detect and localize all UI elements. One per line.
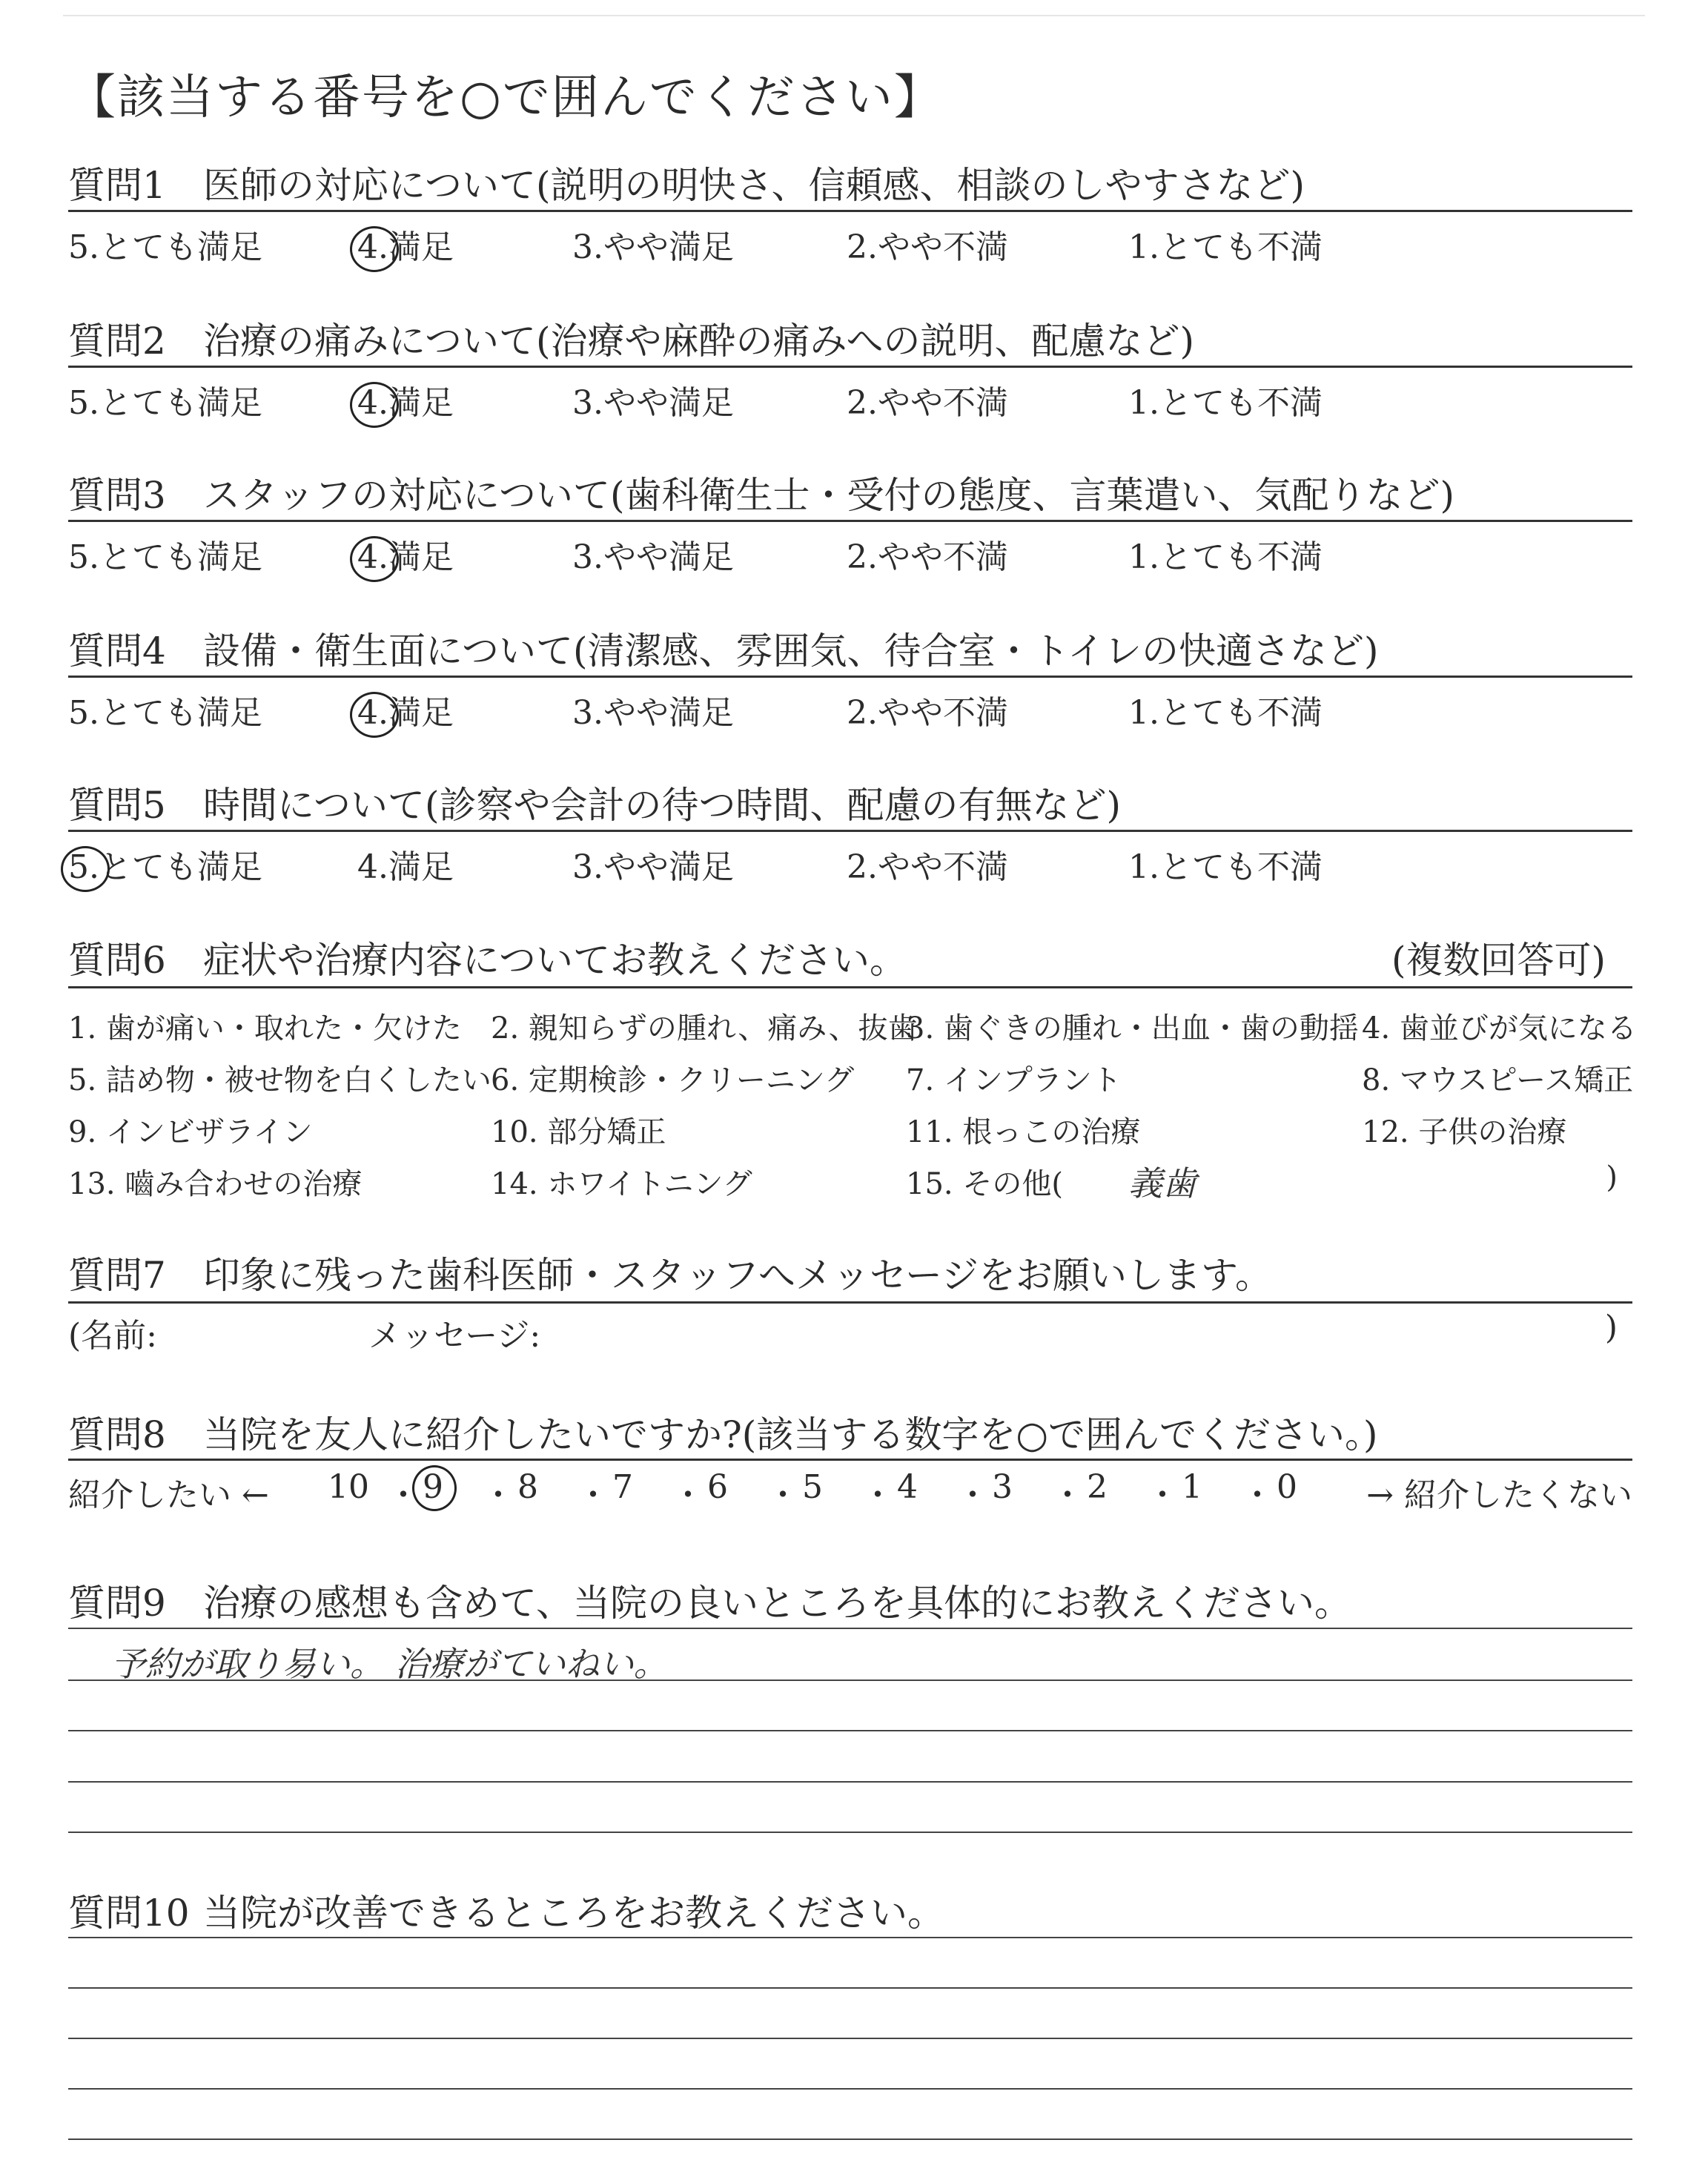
q9-line bbox=[68, 1730, 1632, 1731]
question-number: 質問7 bbox=[68, 1254, 166, 1297]
selected-rating-number: 4. bbox=[357, 228, 388, 266]
question-4-options bbox=[68, 686, 1632, 730]
question-7-title bbox=[68, 1246, 1632, 1299]
question-4-rule bbox=[68, 676, 1632, 678]
question-text: 症状や治療内容についてお教えください。 bbox=[203, 939, 907, 982]
question-text: 設備・衛生面について(清潔感、雰囲気、待合室・トイレの快適さなど) bbox=[203, 630, 1379, 673]
scale-separator: ・ bbox=[482, 1476, 514, 1514]
page-instruction: 【該当する番号を○で囲んでください】 bbox=[68, 70, 943, 125]
rating-label: やや満足 bbox=[603, 848, 734, 886]
question-number: 質問5 bbox=[68, 784, 166, 827]
q10-line bbox=[68, 1987, 1632, 1989]
rating-number: 3. bbox=[572, 228, 603, 266]
rating-number: 2. bbox=[847, 848, 878, 886]
q9-line bbox=[68, 1680, 1632, 1681]
q10-line bbox=[68, 2038, 1632, 2039]
question-number: 質問6 bbox=[68, 939, 166, 982]
question-number: 質問4 bbox=[68, 630, 166, 673]
q6-option[interactable]: 1. 歯が痛い・取れた・欠けた bbox=[68, 1011, 462, 1046]
rating-number: 5. bbox=[68, 538, 99, 576]
rating-option[interactable] bbox=[1128, 530, 1323, 578]
selected-rating-number: 4. bbox=[357, 694, 388, 732]
rating-number: 3. bbox=[572, 848, 603, 886]
question-text: 当院を友人に紹介したいですか?(該当する数字を○で囲んでください。) bbox=[203, 1413, 1378, 1456]
rating-number: 5. bbox=[68, 384, 99, 422]
close-paren: ) bbox=[1604, 1309, 1618, 1347]
rating-label: とても満足 bbox=[99, 694, 262, 732]
q9-line bbox=[68, 1832, 1632, 1833]
question-2-rule bbox=[68, 366, 1632, 368]
question-number: 質問9 bbox=[68, 1582, 166, 1625]
rating-option[interactable] bbox=[847, 840, 1008, 888]
question-3-options bbox=[68, 530, 1632, 575]
q6-option[interactable]: 7. インプラント bbox=[906, 1063, 1122, 1097]
q6-option[interactable]: 11. 根っこの治療 bbox=[906, 1115, 1141, 1149]
rating-label: やや満足 bbox=[603, 694, 734, 732]
rating-option[interactable] bbox=[847, 530, 1008, 578]
scale-separator: ・ bbox=[387, 1476, 420, 1514]
rating-label: とても不満 bbox=[1159, 228, 1323, 266]
q9-line bbox=[68, 1628, 1632, 1629]
rating-option[interactable] bbox=[68, 686, 262, 733]
rating-label: とても満足 bbox=[99, 848, 262, 886]
q10-line bbox=[68, 1937, 1632, 1938]
rating-number: 2. bbox=[847, 538, 878, 576]
selected-rating-number: 5. bbox=[68, 848, 99, 886]
rating-label: やや満足 bbox=[603, 228, 734, 266]
question-8-title bbox=[68, 1405, 1632, 1459]
rating-number: 2. bbox=[847, 694, 878, 732]
q6-option[interactable]: 12. 子供の治療 bbox=[1362, 1115, 1567, 1149]
scale-separator: ・ bbox=[1241, 1476, 1274, 1514]
rating-option[interactable] bbox=[1128, 220, 1323, 268]
rating-label: やや不満 bbox=[877, 694, 1008, 732]
rating-option[interactable] bbox=[357, 686, 454, 733]
question-text: 印象に残った歯科医師・スタッフへメッセージをお願いします。 bbox=[203, 1254, 1272, 1297]
rating-label: やや不満 bbox=[877, 384, 1008, 422]
rating-label: とても満足 bbox=[99, 384, 262, 422]
scale-separator: ・ bbox=[1146, 1476, 1179, 1514]
rating-label: 満足 bbox=[388, 694, 454, 732]
name-label: (名前: bbox=[68, 1317, 157, 1355]
rating-label: 満足 bbox=[388, 538, 454, 576]
q6-option[interactable]: 8. マウスピース矯正 bbox=[1362, 1063, 1634, 1097]
rating-label: 満足 bbox=[388, 848, 454, 886]
scale-separator: ・ bbox=[861, 1476, 894, 1514]
question-9-title bbox=[68, 1573, 1632, 1627]
recommend-right-label: → 紹介したくない bbox=[1366, 1476, 1632, 1514]
rating-label: とても満足 bbox=[99, 538, 262, 576]
recommend-left-label: 紹介したい ← bbox=[68, 1476, 269, 1514]
question-1-rule bbox=[68, 210, 1632, 212]
q9-line bbox=[68, 1781, 1632, 1783]
top-divider bbox=[63, 15, 1645, 16]
q6-option[interactable]: 6. 定期検診・クリーニング bbox=[491, 1063, 855, 1097]
rating-option[interactable] bbox=[572, 376, 734, 423]
q6-option[interactable]: 9. インビザライン bbox=[68, 1115, 313, 1149]
rating-number: 2. bbox=[847, 228, 878, 266]
question-10-title bbox=[68, 1883, 1632, 1937]
question-8-rule bbox=[68, 1459, 1632, 1461]
q6-other-handwritten: 義歯 bbox=[1128, 1163, 1196, 1203]
question-number: 質問1 bbox=[68, 164, 166, 207]
rating-option[interactable] bbox=[847, 376, 1008, 423]
rating-option[interactable] bbox=[357, 530, 454, 578]
rating-option[interactable] bbox=[357, 376, 454, 423]
rating-number: 3. bbox=[572, 694, 603, 732]
question-text: 治療の痛みについて(治療や麻酔の痛みへの説明、配慮など) bbox=[203, 320, 1195, 363]
q10-line bbox=[68, 2138, 1632, 2140]
q6-other-close-paren: ) bbox=[1606, 1160, 1618, 1195]
rating-option[interactable] bbox=[68, 530, 262, 578]
question-number: 質問8 bbox=[68, 1413, 166, 1456]
rating-label: やや不満 bbox=[877, 848, 1008, 886]
message-label: メッセージ: bbox=[368, 1317, 541, 1355]
rating-option[interactable] bbox=[847, 686, 1008, 733]
question-4-title bbox=[68, 621, 1632, 675]
rating-option[interactable] bbox=[572, 530, 734, 578]
question-5-options bbox=[68, 840, 1632, 885]
rating-option[interactable] bbox=[1128, 840, 1323, 888]
rating-label: 満足 bbox=[388, 228, 454, 266]
q6-option[interactable]: 14. ホワイトニング bbox=[491, 1167, 752, 1201]
q6-option[interactable]: 2. 親知らずの腫れ、痛み、抜歯 bbox=[491, 1011, 918, 1046]
rating-number: 1. bbox=[1128, 538, 1159, 576]
question-1-options bbox=[68, 220, 1632, 265]
question-3-rule bbox=[68, 520, 1632, 522]
question-6-title bbox=[68, 931, 1632, 984]
q6-option[interactable]: 13. 嚙み合わせの治療 bbox=[68, 1167, 363, 1201]
q6-option[interactable]: 10. 部分矯正 bbox=[491, 1115, 666, 1149]
question-number: 質問10 bbox=[68, 1892, 190, 1935]
rating-number: 2. bbox=[847, 384, 878, 422]
question-number: 質問2 bbox=[68, 320, 166, 363]
question-text: スタッフの対応について(歯科衛生士・受付の態度、言葉遣い、気配りなど) bbox=[203, 474, 1455, 517]
q6-option[interactable]: 3. 歯ぐきの腫れ・出血・歯の動揺 bbox=[906, 1011, 1359, 1046]
question-2-title bbox=[68, 311, 1632, 365]
rating-option[interactable] bbox=[572, 840, 734, 888]
selected-rating-number: 4. bbox=[357, 538, 388, 576]
rating-number: 4. bbox=[357, 848, 388, 886]
rating-number: 1. bbox=[1128, 228, 1159, 266]
rating-number: 5. bbox=[68, 694, 99, 732]
q6-option[interactable]: 5. 詰め物・被せ物を白くしたい bbox=[68, 1063, 491, 1097]
question-text: 医師の対応について(説明の明快さ、信頼感、相談のしやすさなど) bbox=[203, 164, 1305, 207]
rating-option[interactable] bbox=[847, 220, 1008, 268]
rating-option[interactable] bbox=[572, 220, 734, 268]
q10-line bbox=[68, 2088, 1632, 2090]
scale-separator: ・ bbox=[672, 1476, 704, 1514]
question-text: 当院が改善できるところをお教えください。 bbox=[203, 1892, 944, 1935]
rating-option[interactable] bbox=[572, 686, 734, 733]
question-text: 時間について(診察や会計の待つ時間、配慮の有無など) bbox=[203, 784, 1122, 827]
q6-option[interactable]: 4. 歯並びが気になる bbox=[1362, 1011, 1637, 1046]
scale-separator: ・ bbox=[577, 1476, 609, 1514]
multiple-answers-note: (複数回答可) bbox=[1391, 939, 1606, 982]
question-5-rule bbox=[68, 830, 1632, 832]
selected-rating-number: 4. bbox=[357, 384, 388, 422]
rating-option[interactable] bbox=[1128, 686, 1323, 733]
rating-number: 1. bbox=[1128, 694, 1159, 732]
rating-number: 1. bbox=[1128, 384, 1159, 422]
question-1-title bbox=[68, 156, 1632, 209]
scale-separator: ・ bbox=[1051, 1476, 1084, 1514]
rating-number: 5. bbox=[68, 228, 99, 266]
q9-handwritten-answer: 予約が取り易い。 治療がていねい。 bbox=[111, 1644, 668, 1684]
question-5-title bbox=[68, 776, 1632, 829]
rating-label: とても不満 bbox=[1159, 694, 1323, 732]
rating-label: 満足 bbox=[388, 384, 454, 422]
rating-label: やや満足 bbox=[603, 384, 734, 422]
rating-option[interactable] bbox=[1128, 376, 1323, 423]
scale-separator: ・ bbox=[956, 1476, 989, 1514]
rating-label: やや満足 bbox=[603, 538, 734, 576]
rating-number: 3. bbox=[572, 538, 603, 576]
question-2-options bbox=[68, 376, 1632, 420]
question-7-rule bbox=[68, 1301, 1632, 1304]
rating-label: やや不満 bbox=[877, 228, 1008, 266]
rating-number: 3. bbox=[572, 384, 603, 422]
question-3-title bbox=[68, 466, 1632, 519]
rating-label: とても不満 bbox=[1159, 538, 1323, 576]
rating-option[interactable] bbox=[357, 840, 454, 888]
rating-label: とても不満 bbox=[1159, 848, 1323, 886]
rating-option[interactable] bbox=[68, 220, 262, 268]
rating-option[interactable] bbox=[357, 220, 454, 268]
rating-label: とても不満 bbox=[1159, 384, 1323, 422]
rating-label: やや不満 bbox=[877, 538, 1008, 576]
q6-option[interactable]: 15. その他( bbox=[906, 1167, 1063, 1201]
question-number: 質問3 bbox=[68, 474, 166, 517]
question-6-rule bbox=[68, 986, 1632, 988]
question-text: 治療の感想も含めて、当院の良いところを具体的にお教えください。 bbox=[203, 1582, 1351, 1625]
rating-number: 1. bbox=[1128, 848, 1159, 886]
scale-separator: ・ bbox=[767, 1476, 799, 1514]
rating-option[interactable] bbox=[68, 840, 262, 888]
rating-label: とても満足 bbox=[99, 228, 262, 266]
rating-option[interactable] bbox=[68, 376, 262, 423]
